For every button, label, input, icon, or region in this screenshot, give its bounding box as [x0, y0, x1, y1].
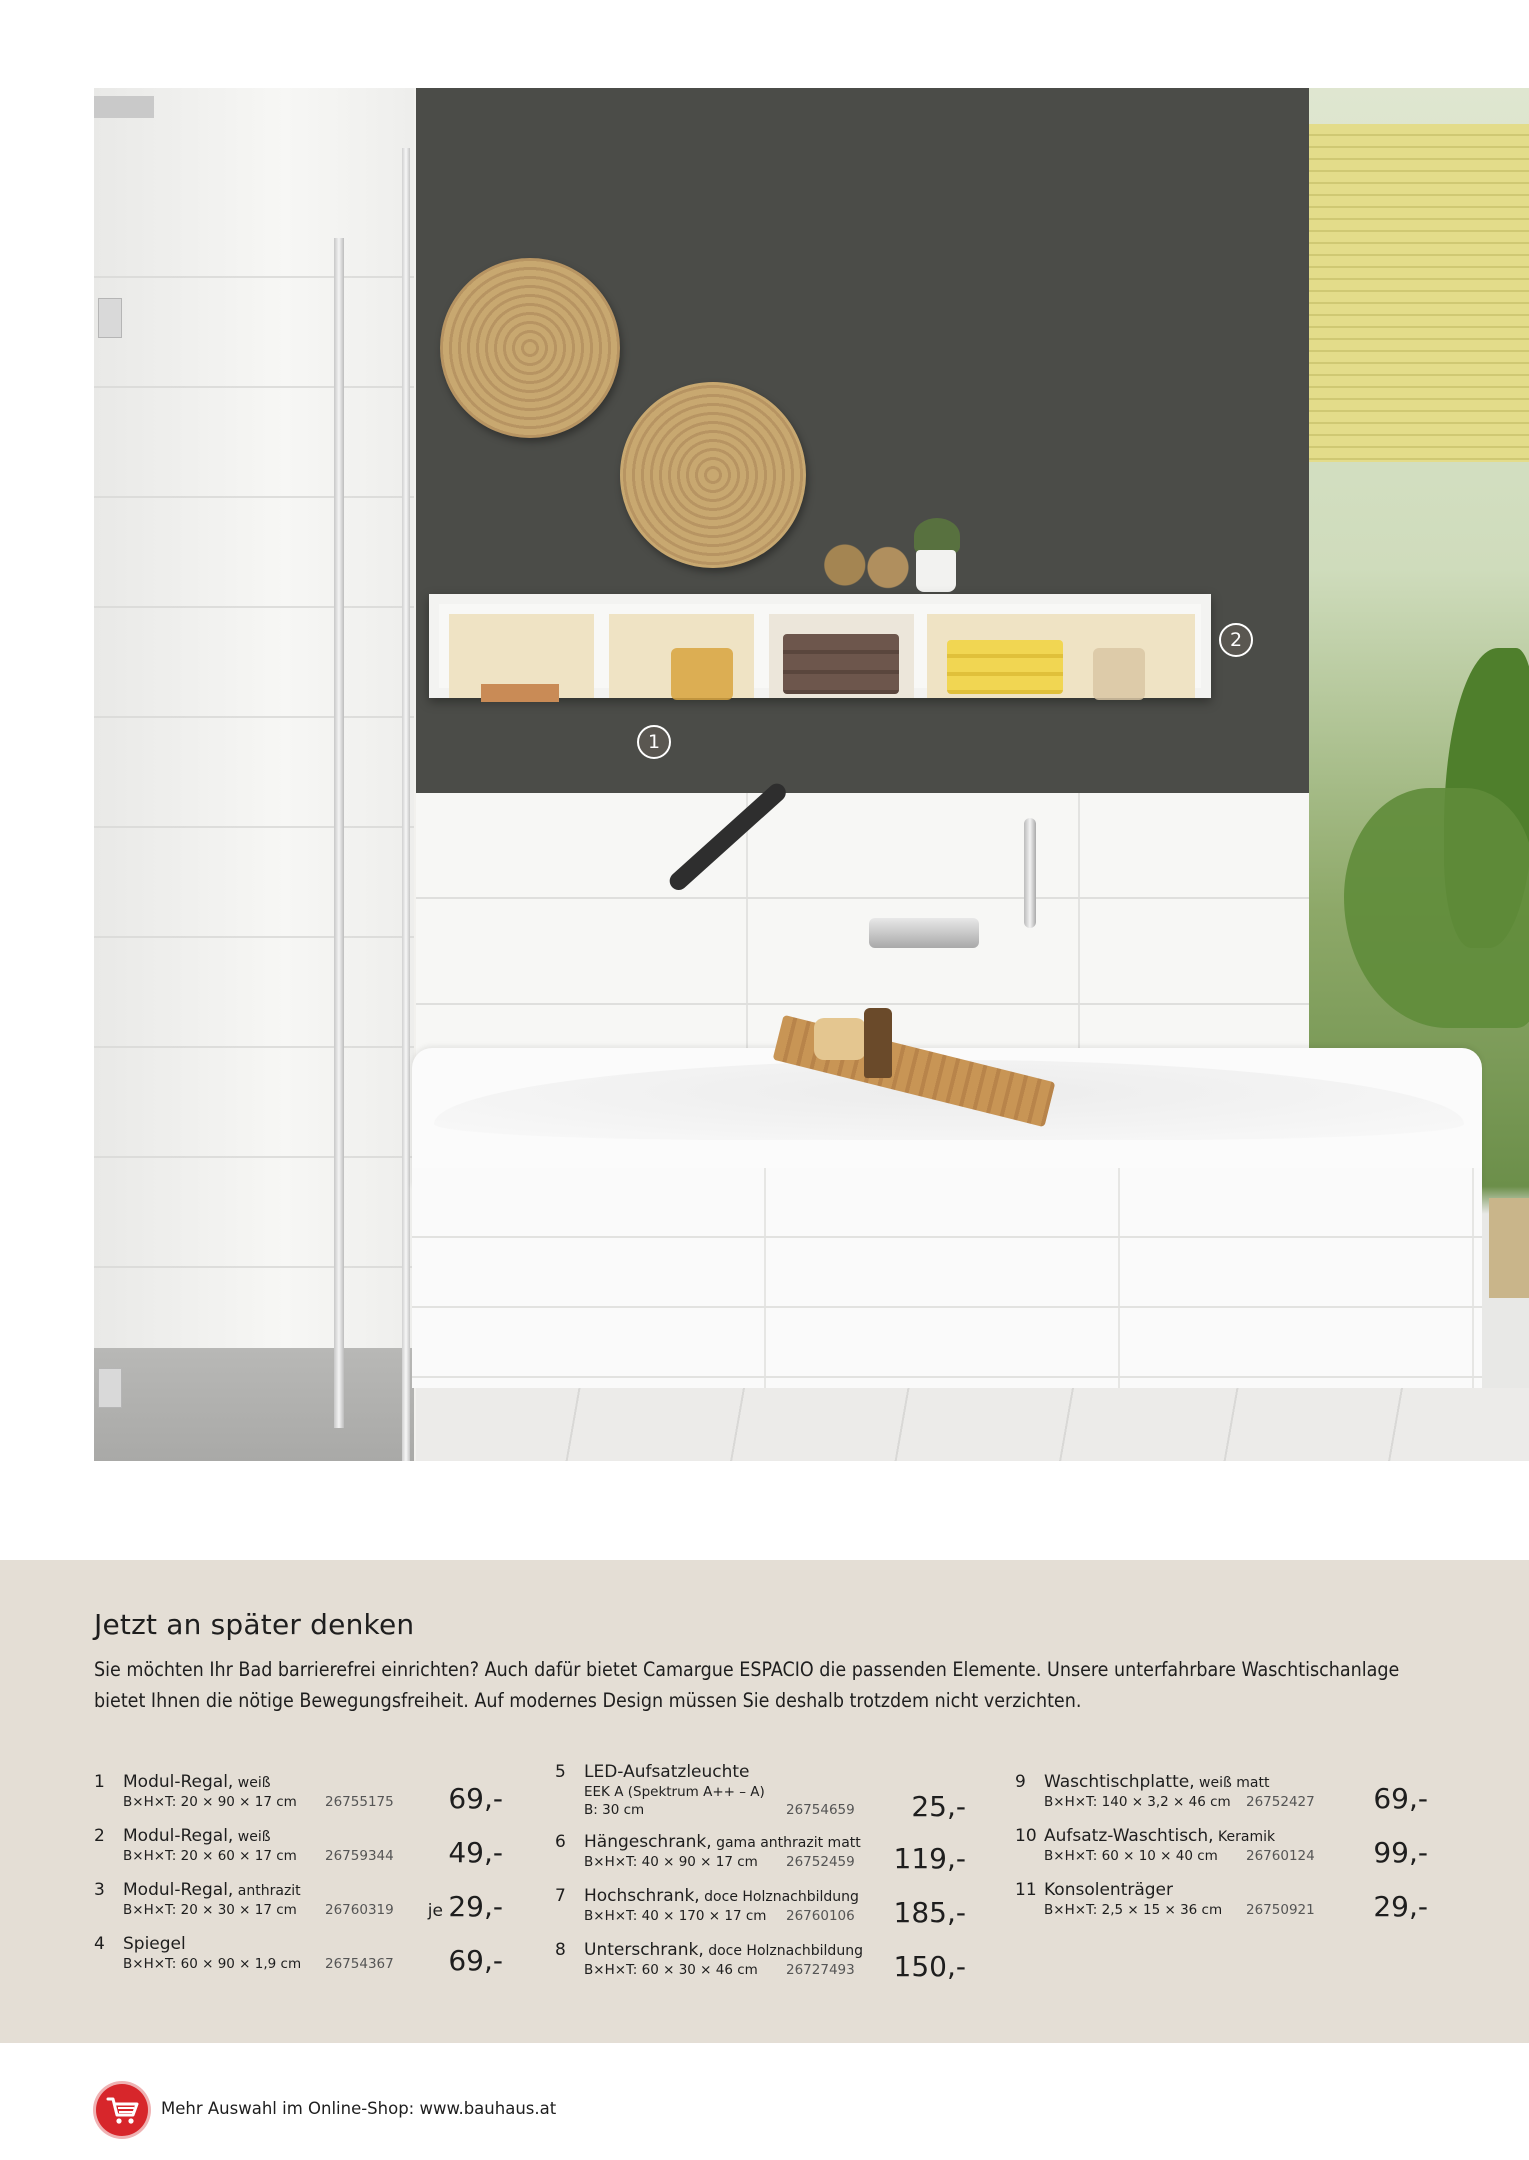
sponge [814, 1018, 866, 1060]
item-variant: gama anthrazit matt [711, 1835, 861, 1851]
bottle [864, 1008, 892, 1078]
plant-pot [916, 550, 956, 592]
amber-glass [671, 648, 733, 700]
item-price [894, 1842, 966, 1875]
item-dimensions: B×H×T: 2,5 × 15 × 36 cm [1044, 1902, 1223, 1918]
article-number: 26752459 [786, 1854, 855, 1870]
item-number: 6 [555, 1832, 566, 1852]
energy-label: EEK A (Spektrum A++ – A) [584, 1784, 765, 1800]
item-price [1373, 1890, 1428, 1923]
article-number: 26750921 [1246, 1902, 1315, 1918]
wall-plate-decoration [620, 382, 806, 568]
glass-panel-edge [402, 148, 410, 1461]
item-price [448, 1782, 503, 1815]
footer-shop-link[interactable]: Mehr Auswahl im Online-Shop: www.bauhaus.at [161, 2099, 557, 2118]
item-name [1044, 1826, 1275, 1846]
price-value: 99,- [1373, 1836, 1428, 1869]
item-variant: weiß [233, 1775, 271, 1791]
shower-head [94, 96, 154, 118]
item-dimensions: B×H×T: 140 × 3,2 × 46 cm [1044, 1794, 1231, 1810]
yellow-towels [947, 640, 1063, 694]
item-title: Hängeschrank, [584, 1832, 712, 1852]
hand-shower [1024, 818, 1036, 928]
item-title: Konsolenträger [1044, 1880, 1174, 1900]
item-title: Modul-Regal, [123, 1772, 234, 1792]
item-name [123, 1934, 186, 1954]
item-dimensions: B×H×T: 60 × 30 × 46 cm [584, 1962, 758, 1978]
product-item [94, 1826, 503, 1886]
brown-towels [783, 634, 899, 694]
item-title: Modul-Regal, [123, 1826, 234, 1846]
bathroom-photo [94, 88, 1529, 1461]
item-price [448, 1836, 503, 1869]
price-value: 29,- [448, 1890, 503, 1923]
price-value: 119,- [893, 1842, 966, 1875]
module-shelf [429, 594, 1211, 698]
item-variant: weiß [233, 1829, 271, 1845]
item-number: 11 [1015, 1880, 1037, 1900]
item-number: 9 [1015, 1772, 1026, 1792]
product-item [555, 1940, 966, 2000]
item-dimensions: B: 30 cm [584, 1802, 645, 1818]
item-price [894, 1950, 966, 1983]
article-number: 26754367 [325, 1956, 394, 1972]
item-number: 1 [94, 1772, 105, 1792]
item-price [428, 1890, 503, 1923]
price-value: 29,- [1373, 1890, 1428, 1923]
item-name [584, 1762, 750, 1782]
item-name [123, 1772, 271, 1792]
plant-pot [1489, 1198, 1529, 1298]
item-name [1044, 1772, 1269, 1792]
product-marker-2: 2 [1219, 623, 1253, 657]
door-hinge [98, 1368, 122, 1408]
item-name [584, 1940, 863, 1960]
item-dimensions: B×H×T: 60 × 10 × 40 cm [1044, 1848, 1218, 1864]
item-title: Modul-Regal, [123, 1880, 234, 1900]
glass-door-frame [334, 238, 344, 1428]
item-number: 5 [555, 1762, 566, 1782]
item-variant: weiß matt [1194, 1775, 1270, 1791]
product-item [94, 1934, 503, 1994]
item-price [1373, 1782, 1428, 1815]
info-panel [0, 1560, 1529, 2043]
price-value: 69,- [1373, 1782, 1428, 1815]
item-dimensions: B×H×T: 20 × 30 × 17 cm [123, 1902, 297, 1918]
article-number: 26760319 [325, 1902, 394, 1918]
price-value: 49,- [448, 1836, 503, 1869]
item-dimensions: B×H×T: 20 × 90 × 17 cm [123, 1794, 297, 1810]
shower-tiles [94, 168, 414, 1461]
price-value: 185,- [893, 1896, 966, 1929]
article-number: 26760124 [1246, 1848, 1315, 1864]
price-value: 69,- [448, 1782, 503, 1815]
article-number: 26755175 [325, 1794, 394, 1810]
price-value: 69,- [448, 1944, 503, 1977]
item-title: Aufsatz-Waschtisch, [1044, 1826, 1214, 1846]
product-item [555, 1762, 966, 1822]
article-number: 26727493 [786, 1962, 855, 1978]
article-number: 26759344 [325, 1848, 394, 1864]
item-price [911, 1790, 966, 1823]
small-plant [914, 518, 960, 554]
product-item [1015, 1880, 1428, 1940]
product-item [1015, 1772, 1428, 1832]
item-number: 2 [94, 1826, 105, 1846]
product-item [94, 1880, 503, 1940]
product-item [1015, 1826, 1428, 1886]
item-variant: Keramik [1213, 1829, 1276, 1845]
item-price [448, 1944, 503, 1977]
item-title: Waschtischplatte, [1044, 1772, 1195, 1792]
glass-jar [1093, 648, 1145, 700]
item-name [584, 1886, 859, 1906]
item-variant: doce Holznachbildung [699, 1889, 859, 1905]
item-dimensions: B×H×T: 40 × 90 × 17 cm [584, 1854, 758, 1870]
item-title: Unterschrank, [584, 1940, 704, 1960]
item-name [123, 1826, 271, 1846]
bath-faucet [869, 918, 979, 948]
panel-title: Jetzt an später denken [94, 1608, 415, 1641]
product-item [555, 1832, 966, 1892]
item-price [1373, 1836, 1428, 1869]
item-number: 10 [1015, 1826, 1037, 1846]
item-dimensions: B×H×T: 20 × 60 × 17 cm [123, 1848, 297, 1864]
item-dimensions: B×H×T: 40 × 170 × 17 cm [584, 1908, 767, 1924]
article-number: 26754659 [786, 1802, 855, 1818]
item-title: Spiegel [123, 1934, 186, 1954]
product-item [94, 1772, 503, 1832]
item-number: 3 [94, 1880, 105, 1900]
article-number: 26760106 [786, 1908, 855, 1924]
panel-intro: Sie möchten Ihr Bad barrierefrei einrichten? Auch dafür bietet Camargue ESPACIO die passenden Elemente. Unsere unterfahrbare Waschtischanlage bietet Ihnen die nötige Bewegungsfreiheit. Auf modernes Design müssen Sie deshalb trotzdem nicht verzichten. [94, 1658, 1400, 1712]
item-number: 7 [555, 1886, 566, 1906]
item-price [894, 1896, 966, 1929]
price-value: 150,- [893, 1950, 966, 1983]
article-number: 26752427 [1246, 1794, 1315, 1810]
item-title: Hochschrank, [584, 1886, 700, 1906]
decorative-stones [816, 540, 912, 590]
product-marker-1: 1 [637, 725, 671, 759]
soap-bar [481, 684, 559, 702]
window-blind [1309, 124, 1529, 462]
bathtub-panel [412, 1168, 1482, 1388]
item-number: 8 [555, 1940, 566, 1960]
item-variant: doce Holznachbildung [703, 1943, 863, 1959]
shopping-cart-icon[interactable] [96, 2084, 148, 2136]
item-variant: anthrazit [233, 1883, 301, 1899]
floor-tiles [416, 1388, 1529, 1461]
shower-floor [94, 1348, 414, 1461]
price-prefix: je [427, 1901, 449, 1921]
door-hinge [98, 298, 122, 338]
wall-plate-decoration [440, 258, 620, 438]
item-dimensions: B×H×T: 60 × 90 × 1,9 cm [123, 1956, 302, 1972]
product-item [555, 1886, 966, 1946]
item-title: LED-Aufsatzleuchte [584, 1762, 750, 1782]
item-name [1044, 1880, 1173, 1900]
price-value: 25,- [911, 1790, 966, 1823]
item-name [123, 1880, 301, 1900]
item-name [584, 1832, 861, 1852]
item-number: 4 [94, 1934, 105, 1954]
